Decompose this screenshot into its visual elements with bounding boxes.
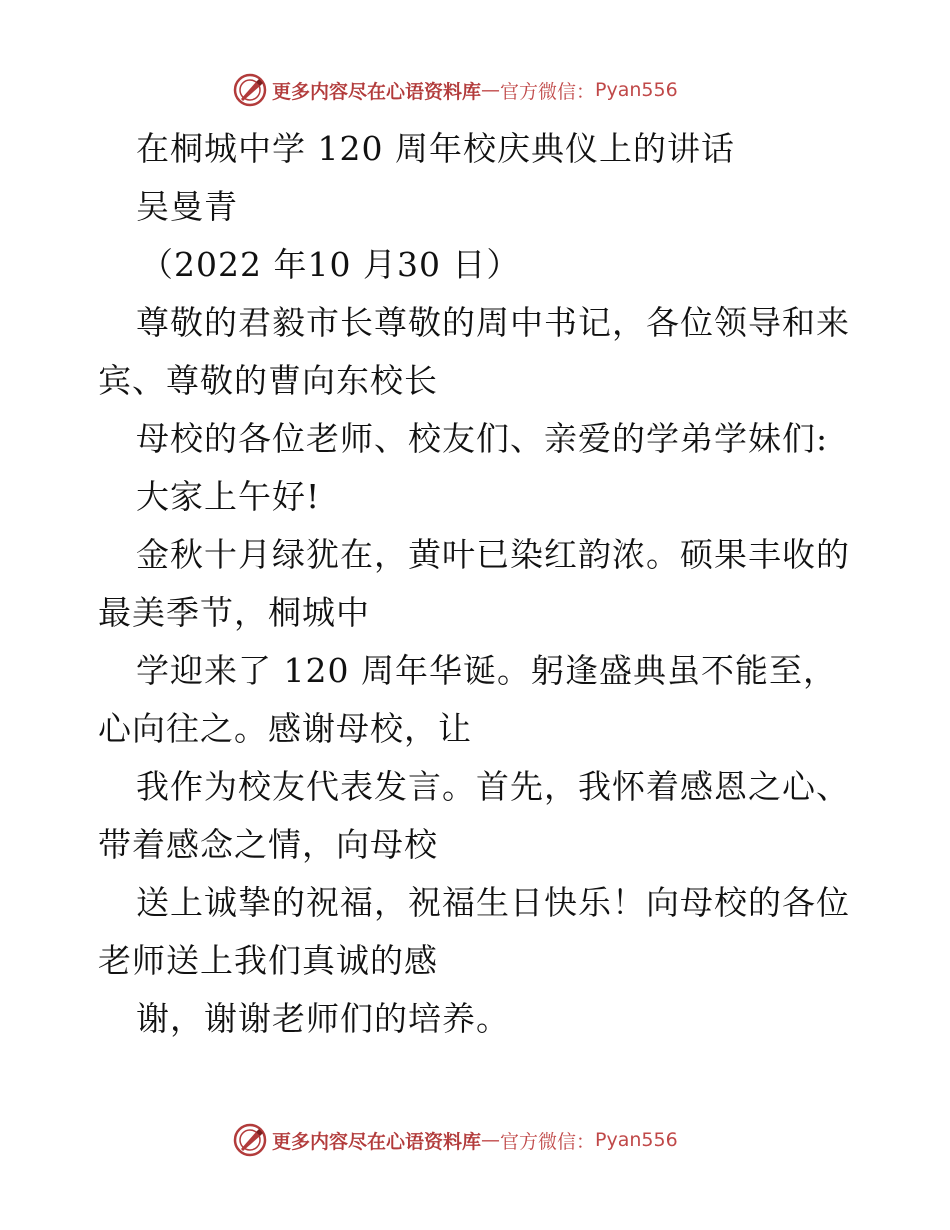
watermark-dash: — bbox=[481, 79, 501, 101]
paragraph-line: 宾、尊敬的曹向东校长 bbox=[98, 361, 438, 400]
paragraph-line: 老师送上我们真诚的感 bbox=[98, 941, 438, 980]
paragraph-line: 谢，谢谢老师们的培养。 bbox=[136, 999, 510, 1038]
pen-logo-icon bbox=[232, 1122, 268, 1158]
watermark-wechat-label: 官方微信： bbox=[500, 1130, 596, 1153]
paragraph-line: 送上诚挚的祝福，祝福生日快乐！向母校的各位 bbox=[136, 883, 850, 922]
speech-title: 在桐城中学 120 周年校庆典仪上的讲话 bbox=[136, 129, 735, 168]
speech-date: （2022 年10 月30 日） bbox=[140, 245, 521, 284]
paragraph-line: 母校的各位老师、校友们、亲爱的学弟学妹们: bbox=[136, 419, 829, 458]
paragraph-line: 心向往之。感谢母校，让 bbox=[98, 709, 472, 748]
paragraph-line: 最美季节，桐城中 bbox=[98, 593, 370, 632]
pen-logo-icon bbox=[232, 72, 268, 108]
greeting-line: 大家上午好! bbox=[136, 477, 321, 516]
paragraph-line: 学迎来了 120 周年华诞。躬逢盛典虽不能至， bbox=[136, 651, 837, 690]
watermark-wechat-id: Pyan556 bbox=[595, 1129, 678, 1151]
paragraph-line: 我作为校友代表发言。首先，我怀着感恩之心、 bbox=[136, 767, 850, 806]
speech-body bbox=[98, 120, 858, 1048]
watermark-wechat-id: Pyan556 bbox=[595, 79, 678, 101]
paragraph-line: 带着感念之情，向母校 bbox=[98, 825, 438, 864]
footer-watermark bbox=[232, 1120, 678, 1160]
watermark-text: 更多内容尽在心语资料库 bbox=[272, 80, 482, 103]
watermark-dash: — bbox=[481, 1129, 501, 1151]
watermark-text: 更多内容尽在心语资料库 bbox=[272, 1130, 482, 1153]
speech-author: 吴曼青 bbox=[136, 187, 238, 226]
watermark-wechat-label: 官方微信： bbox=[500, 80, 596, 103]
paragraph-line: 尊敬的君毅市长尊敬的周中书记，各位领导和来 bbox=[136, 303, 850, 342]
paragraph-line: 金秋十月绿犹在，黄叶已染红韵浓。硕果丰收的 bbox=[136, 535, 850, 574]
header-watermark bbox=[232, 70, 678, 110]
